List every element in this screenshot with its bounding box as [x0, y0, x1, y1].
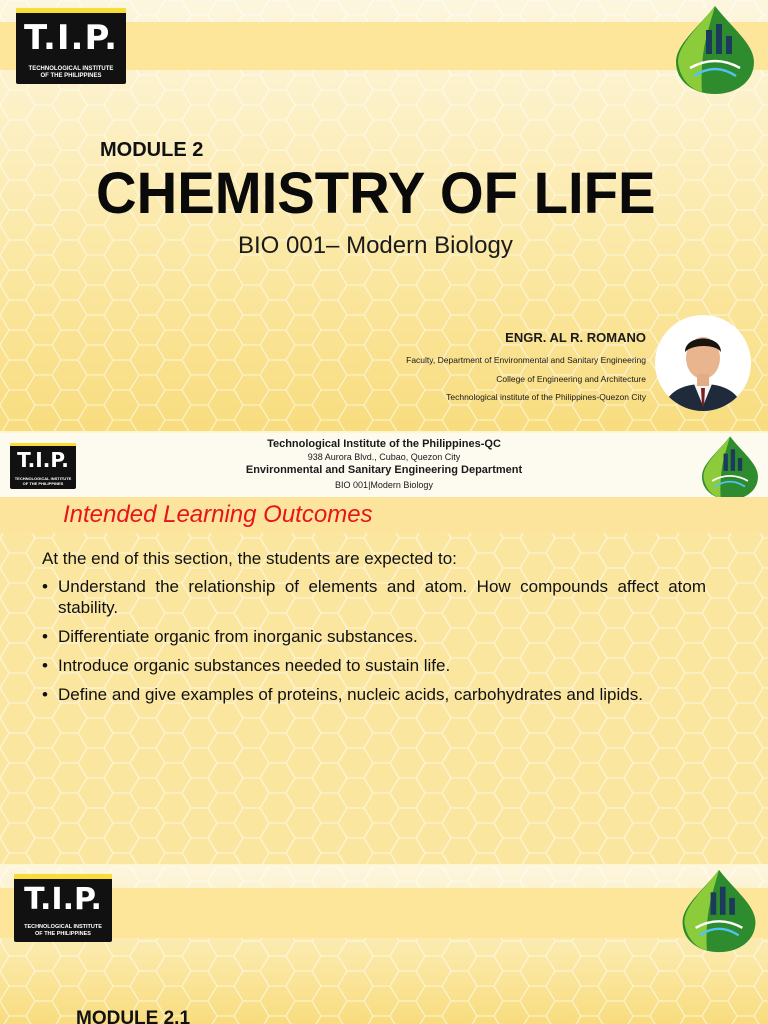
header-address: 938 Aurora Blvd., Cubao, Quezon City [307, 452, 461, 462]
environmental-dept-logo-icon [672, 4, 758, 96]
slide-title-text: CHEMISTRY OF LIFE [96, 161, 656, 226]
course-subtitle: BIO 001– Modern Biology [238, 232, 513, 259]
outcome-text: Define and give examples of proteins, nucleic acids, carbohydrates and lipids. [58, 685, 643, 704]
tip-logo-sub2: OF THE PHILIPPINES [40, 73, 102, 79]
tip-logo-letters: T.I.P. [24, 882, 102, 917]
outcome-text: Introduce organic substances needed to sustain life. [58, 656, 451, 675]
author-line-1: Faculty, Department of Environmental and Sanitary Engineering [406, 355, 646, 365]
slide-module-2-1 [0, 866, 768, 1024]
header-department: Environmental and Sanitary Engineering Department [245, 464, 523, 476]
header-course: BIO 001|Modern Biology [335, 480, 433, 490]
tip-logo-letters: T.I.P. [23, 18, 119, 58]
tip-logo-sub1: TECHNOLOGICAL INSTITUTE [28, 66, 114, 72]
list-item: • Differentiate organic from inorganic substances. [42, 627, 418, 646]
header-institution: Technological Institute of the Philippines-QC [267, 438, 501, 450]
module-label: MODULE 2.1 [76, 1008, 191, 1024]
outcome-text: Differentiate organic from inorganic substances. [58, 627, 418, 646]
module-label: MODULE 2 [100, 139, 204, 161]
list-item: • Introduce organic substances needed to sustain life. [42, 656, 451, 675]
environmental-dept-logo-icon [698, 435, 762, 501]
list-item: • Understand the relationship of elements and atom. How compounds affect atom stability. [42, 577, 706, 617]
section-title: Intended Learning Outcomes [63, 501, 373, 528]
tip-logo-letters: T.I.P. [17, 448, 69, 472]
tip-logo-sub1: TECHNOLOGICAL INSTITUTE [14, 476, 72, 481]
author-name: ENGR. AL R. ROMANO [505, 330, 646, 345]
outcomes-list [42, 576, 706, 713]
environmental-dept-logo-icon [678, 868, 760, 954]
tip-logo-sub2: OF THE PHILIPPINES [35, 931, 91, 937]
tip-logo [14, 874, 112, 942]
slide-outcomes [0, 433, 768, 865]
slide-title [0, 0, 768, 432]
tip-logo-sub1: TECHNOLOGICAL INSTITUTE [24, 924, 102, 930]
tip-logo [16, 8, 126, 84]
author-line-2: College of Engineering and Architecture [496, 374, 646, 384]
tip-logo-sub2: OF THE PHILIPPINES [22, 481, 64, 486]
outcome-text: Understand the relationship of elements and atom. How compounds affect atom stability. [58, 577, 706, 617]
outcomes-intro: At the end of this section, the students are expected to: [42, 549, 457, 568]
header-band [0, 888, 768, 938]
list-item: • Define and give examples of proteins, nucleic acids, carbohydrates and lipids. [42, 685, 643, 704]
author-photo [654, 314, 752, 412]
author-line-3: Technological institute of the Philippines-Quezon City [446, 392, 646, 402]
